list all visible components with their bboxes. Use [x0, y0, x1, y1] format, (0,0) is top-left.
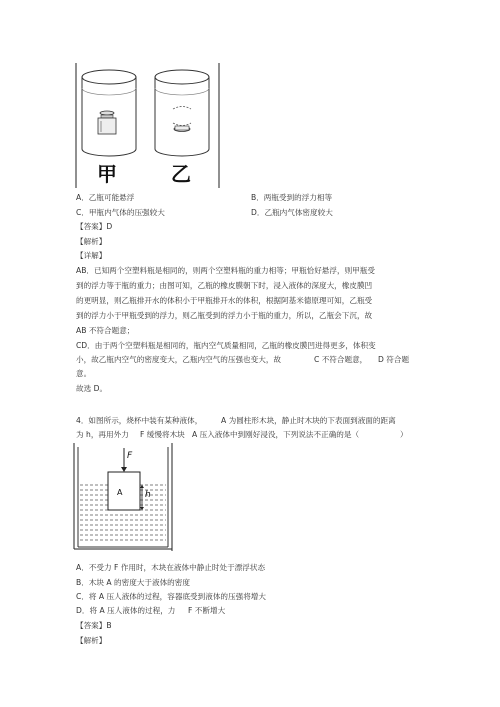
q3-option-a: A．乙瓶可能悬浮: [76, 193, 135, 202]
q3-cd-line: 意。: [76, 369, 92, 378]
q4-option-d: D．将 A 压人液体的过程，力: [76, 606, 176, 615]
q4-stem: F 缓慢将木块: [140, 430, 185, 439]
q4-option-c: C．将 A 压人液体的过程，容器底受到液体的压强将增大: [76, 592, 266, 601]
block-diagram: [72, 443, 174, 551]
depth-label: h: [145, 490, 151, 500]
q4-option-b: B．木块 A 的密度大于液体的密度: [76, 578, 190, 587]
q3-detail-line: 到的浮力小于甲瓶受到的浮力，则乙瓶受到的浮力小于瓶的重力，所以，乙瓶会下沉，故: [76, 311, 373, 320]
q3-detail-tag: 【详解】: [76, 251, 107, 260]
label-yi: 乙: [171, 162, 191, 186]
q3-option-b: B．两瓶受到的浮力相等: [251, 193, 333, 202]
q3-cd-line: D 符合题: [378, 355, 410, 364]
q3-option-d: D．乙瓶内气体密度较大: [251, 208, 333, 217]
q3-answer: 【答案】D: [76, 222, 113, 231]
q4-option-a: A．不受力 F 作用时，木块在液体中静止时处于漂浮状态: [76, 563, 266, 572]
q4-option-d: F 不断增大: [188, 606, 226, 615]
q4-analysis-tag: 【解析】: [76, 636, 107, 645]
beaker-yi: [155, 70, 209, 156]
q3-cd-line: CD．由于两个空塑料瓶是相同的，瓶内空气质量相同，乙瓶的橡皮膜凹进得更多，体积变: [76, 341, 376, 350]
beaker-jia: [82, 70, 136, 156]
q4-stem: 为 h，再用外力: [76, 430, 129, 439]
block-label: A: [117, 488, 123, 497]
q4-answer: 【答案】B: [76, 621, 112, 630]
q4-stem: A 压入液体中到刚好浸没，下列说法不正确的是（: [192, 430, 360, 439]
q4-stem: ）: [400, 430, 408, 439]
q3-detail-line: 到的浮力等于瓶的重力；由图可知，乙瓶的橡皮膜朝下时，浸入液体的深度大，橡皮膜凹: [76, 281, 373, 290]
q3-detail-line: 的更明显，则乙瓶排开水的体积小于甲瓶排开水的体积，根据阿基米德原理可知，乙瓶受: [76, 296, 373, 305]
q3-detail-line: AB．已知两个空塑料瓶是相同的，则两个空塑料瓶的重力相等；甲瓶恰好悬浮，则甲瓶受: [76, 266, 375, 275]
q3-cd-line: 小，故乙瓶内空气的密度变大，乙瓶内空气的压强也变大，故: [76, 355, 282, 364]
q3-detail-line: AB 不符合题意；: [76, 326, 135, 335]
figure-block: [72, 443, 174, 551]
q4-stem: A 为圆柱形木块，静止时木块的下表面到液面的距离: [221, 416, 396, 425]
label-jia: 甲: [97, 162, 117, 186]
q3-cd-line: C 不符合题意，: [314, 355, 368, 364]
q3-conclusion: 故选 D。: [76, 384, 108, 393]
force-label: F: [127, 451, 133, 461]
q4-stem: 4．如图所示，烧杯中装有某种液体，: [76, 416, 203, 425]
q3-analysis-tag: 【解析】: [76, 237, 107, 246]
q3-option-c: C．甲瓶内气体的压强较大: [76, 208, 165, 217]
